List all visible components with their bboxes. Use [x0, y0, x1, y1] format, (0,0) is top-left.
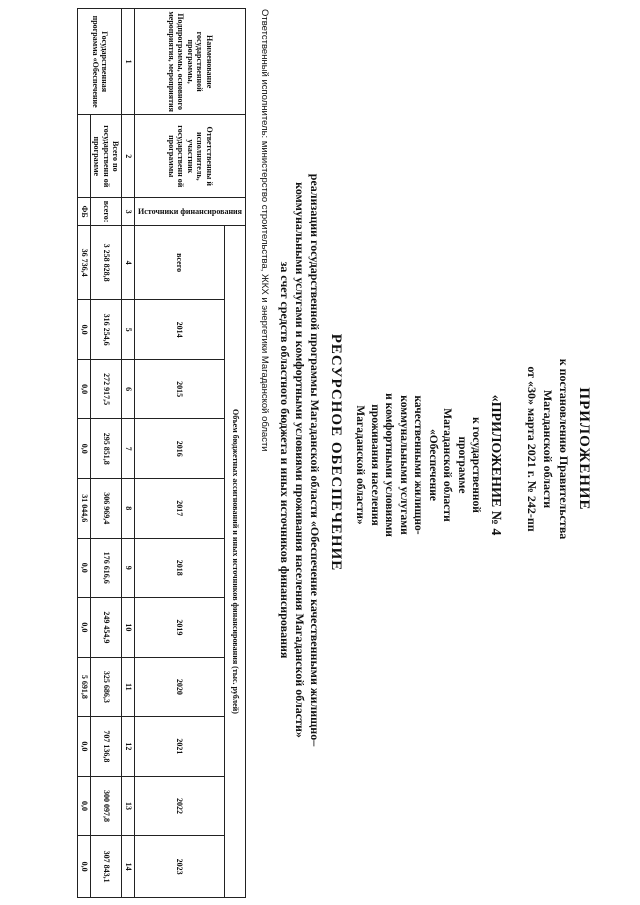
annex4-line-7: Магаданской области» [354, 405, 367, 525]
value-cell: 316 254,6 [91, 300, 123, 360]
annex-line-2: Магаданской области [541, 389, 555, 509]
value-cell: 295 851,8 [91, 419, 123, 479]
year-cell: 2016 [135, 419, 225, 479]
header-name: Наименование государственной программы, Подпрограммы, основного мероприятия, мероприятия [135, 9, 246, 115]
value-cell: 0,0 [78, 717, 91, 777]
value-cell: 0,0 [78, 598, 91, 658]
year-cell: 2023 [135, 836, 225, 898]
annex4-line-5: и комфортными условиями [383, 393, 396, 537]
value-cell: 249 454,9 [91, 598, 123, 658]
annex4-line-3: качественными жилищно- [412, 395, 425, 535]
value-cell: 0,0 [78, 359, 91, 419]
col-number: 12 [122, 717, 135, 777]
value-cell: 36 736,4 [78, 225, 91, 299]
year-cell: 2022 [135, 776, 225, 836]
col-number: 10 [122, 598, 135, 658]
value-cell: 0,0 [78, 776, 91, 836]
col-number: 4 [122, 225, 135, 299]
subtitle-line-1: реализации государственной программы Магаданской области «Обеспечение качественными жилищно– [308, 173, 322, 747]
header-source [135, 198, 246, 226]
col-number: 1 [122, 9, 135, 115]
table-row [91, 9, 123, 898]
table-number-row [122, 9, 135, 898]
value-cell: 707 136,8 [91, 717, 123, 777]
source-cell: всего: [91, 198, 123, 226]
value-cell: 0,0 [78, 836, 91, 898]
annex4-line-1: к государственной программе [456, 417, 483, 513]
value-cell: 325 686,3 [91, 657, 123, 717]
header-volume: Объем бюджетных ассигнований и иных источников финансирования (тыс. рублей) [225, 225, 246, 897]
annex4-line-4: коммунальными услугами [398, 395, 410, 535]
year-cell: 2020 [135, 657, 225, 717]
header-source-text: Источники финансирования [138, 206, 242, 216]
value-cell: 0,0 [78, 300, 91, 360]
responsible-cell: Всего по государственн ой программе [91, 115, 123, 198]
program-name-cell: Государственная программа «Обеспечение [78, 9, 122, 115]
year-cell: 2015 [135, 359, 225, 419]
document-subtitle [277, 150, 322, 770]
responsible-executor: Ответственный исполнитель: министерство строительства, ЖКХ и энергетики Магаданской области [259, 9, 270, 452]
value-cell: 3 258 828,8 [91, 225, 123, 299]
table-row [78, 9, 91, 898]
col-number: 14 [122, 836, 135, 898]
header-responsible: Ответственны й исполнитель, участник государственн ой программы [135, 115, 246, 198]
year-cell: 2019 [135, 598, 225, 658]
annex4-title: «ПРИЛОЖЕНИЕ № 4 [488, 394, 503, 536]
col-number: 11 [122, 657, 135, 717]
annex-header [524, 331, 592, 567]
annex-line-1: к постановлению Правительства [557, 358, 571, 540]
col-number: 7 [122, 419, 135, 479]
year-cell: 2021 [135, 717, 225, 777]
subtitle-line-2: коммунальными услугами и комфортными условиями проживания населения Магаданской области» [293, 182, 307, 738]
value-cell: 272 917,5 [91, 359, 123, 419]
value-cell: 5 691,8 [78, 657, 91, 717]
annex4-line-6: проживания населения [369, 404, 381, 526]
col-number: 8 [122, 478, 135, 538]
value-cell: 176 616,6 [91, 538, 123, 598]
year-cell: 2014 [135, 300, 225, 360]
year-cell: всего [135, 225, 225, 299]
value-cell: 306 969,4 [91, 478, 123, 538]
value-cell: 31 044,6 [78, 478, 91, 538]
table-header-row [225, 9, 246, 898]
col-number: 9 [122, 538, 135, 598]
col-number: 2 [122, 115, 135, 198]
responsible-cell-empty [78, 115, 91, 198]
col-number: 3 [122, 198, 135, 226]
col-number: 6 [122, 359, 135, 419]
annex4-header [353, 390, 502, 540]
year-cell: 2018 [135, 538, 225, 598]
annex4-line-2: Магаданской области «Обеспечение [427, 408, 454, 522]
value-cell: 307 843,1 [91, 836, 123, 898]
value-cell: 300 097,8 [91, 776, 123, 836]
col-number: 13 [122, 776, 135, 836]
document-title: РЕСУРСНОЕ ОБЕСПЕЧЕНИЕ [328, 333, 344, 572]
value-cell: 0,0 [78, 538, 91, 598]
annex-title: ПРИЛОЖЕНИЕ [576, 387, 592, 511]
subtitle-line-3: за счет средств областного бюджета и иных источников финансирования [278, 261, 292, 659]
year-cell: 2017 [135, 478, 225, 538]
value-cell: 0,0 [78, 419, 91, 479]
resource-table [78, 8, 247, 898]
source-cell: ФБ [78, 198, 91, 226]
annex-line-3: от «30» марта 2021 г. № 242-пп [525, 366, 539, 532]
col-number: 5 [122, 300, 135, 360]
